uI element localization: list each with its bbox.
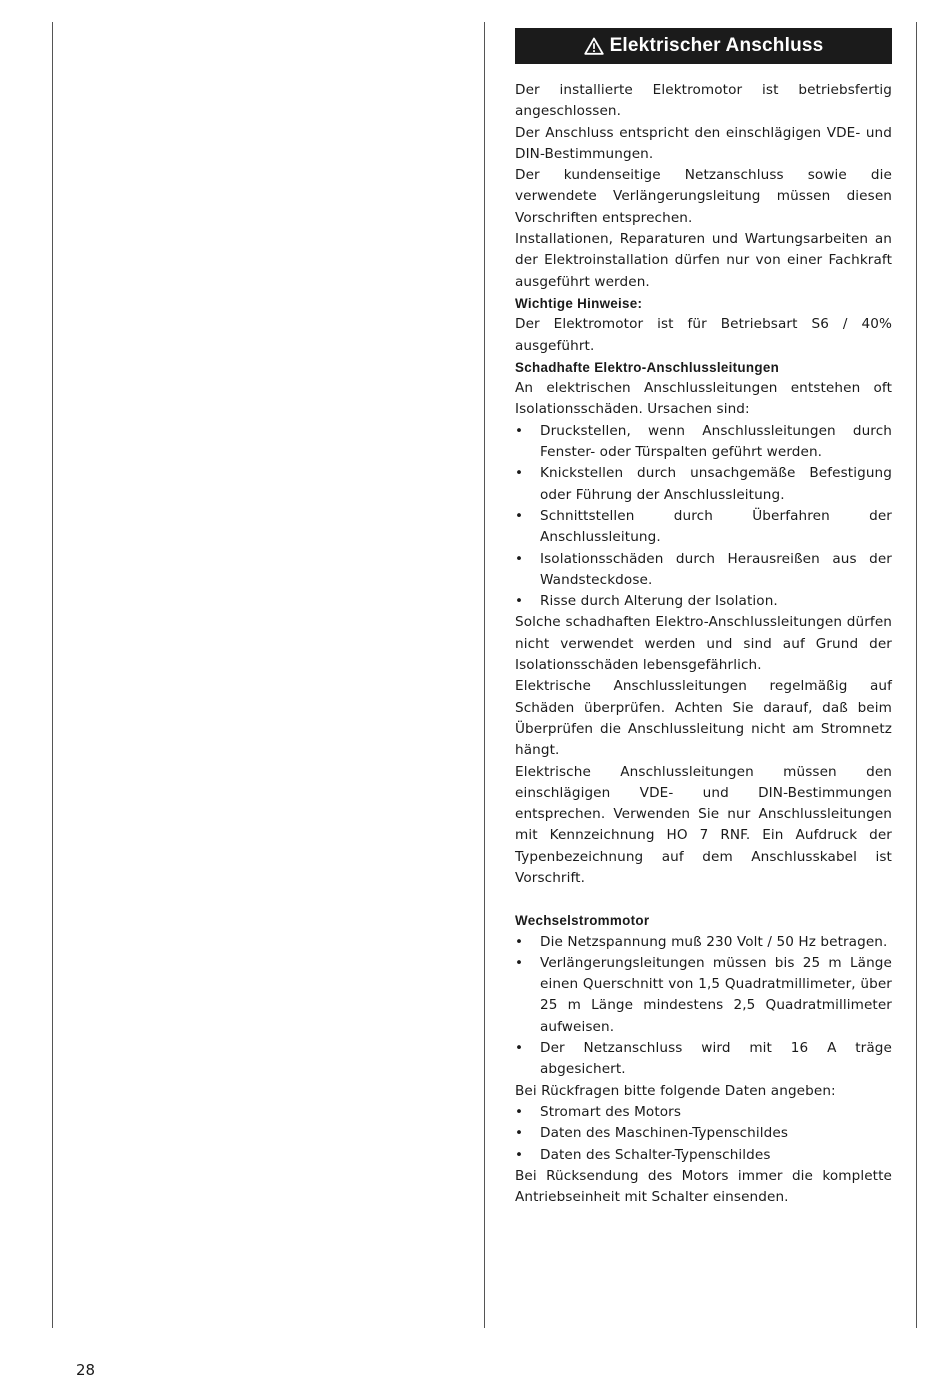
list-item: • Stromart des Motors [515, 1102, 892, 1123]
schadhaft-paragraph: Elektrische Anschlussleitungen regelmäßig auf Schäden überprüfen. Achten Sie darauf, daß beim Überprüfen die Anschlussleitung nicht am Stromnetz hängt. [515, 678, 892, 759]
list-item: • Isolationsschäden durch Herausreißen aus der Wandsteckdose. [515, 550, 892, 588]
warning-triangle-icon [584, 37, 604, 55]
schadhaft-causes-list [515, 421, 892, 613]
center-divider-line [484, 22, 485, 1328]
page-number: 28 [76, 1361, 96, 1379]
list-item: • Daten des Schalter-Typenschildes [515, 1145, 892, 1166]
intro-paragraph: Der installierte Elektromotor ist betriebsfertig angeschlossen. [515, 82, 892, 120]
list-item: • Schnittstellen durch Überfahren der Anschlussleitung. [515, 507, 892, 546]
bullet-glyph: • [515, 1125, 524, 1142]
left-border-line [52, 22, 53, 1328]
bullet-glyph: • [515, 593, 524, 610]
intro-paragraph: Installationen, Reparaturen und Wartungsarbeiten an der Elektroinstallation dürfen nur von einer Fachkraft ausgeführt werden. [515, 231, 892, 290]
right-border-line [916, 22, 917, 1328]
schadhaft-intro: An elektrischen Anschlussleitungen entstehen oft Isolationsschäden. Ursachen sind: [515, 380, 892, 418]
list-item: • Daten des Maschinen-Typenschildes [515, 1123, 892, 1144]
list-item: • Die Netzspannung muß 230 Volt / 50 Hz betragen. [515, 932, 892, 953]
rueckfragen-text: Bei Rückfragen bitte folgende Daten angeben: [515, 1082, 836, 1099]
hinweise-heading: Wichtige Hinweise: [515, 295, 643, 311]
schadhaft-paragraph: Elektrische Anschlussleitungen müssen den einschlägigen VDE- und DIN-Bestimmungen entsprechen. Verwenden Sie nur Anschlussleitungen mit Kennzeichnung HO 7 RNF. Ein Aufdruck der Typenbezeichnung auf dem Anschlusskabel ist Vorschrift. [515, 763, 892, 886]
intro-paragraph: Der Anschluss entspricht den einschlägigen VDE- und DIN-Bestimmungen. [515, 124, 892, 162]
content-column [515, 28, 892, 1208]
bullet-glyph: • [515, 1103, 524, 1120]
list-item: • Risse durch Alterung der Isolation. [515, 591, 892, 612]
bullet-glyph: • [515, 933, 524, 950]
bullet-glyph: • [515, 954, 524, 971]
bullet-glyph: • [515, 422, 524, 439]
bullet-glyph: • [515, 1040, 524, 1057]
section-header [515, 28, 892, 64]
ruecksendung-text: Bei Rücksendung des Motors immer die komplette Antriebseinheit mit Schalter einsenden. [515, 1167, 892, 1206]
rueckfragen-data-list [515, 1102, 892, 1166]
schadhaft-heading: Schadhafte Elektro-Anschlussleitungen [515, 359, 780, 375]
bullet-glyph: • [515, 1146, 524, 1163]
hinweise-text: Der Elektromotor ist für Betriebsart S6 / 40% ausgeführt. [515, 316, 892, 354]
list-item: • Verlängerungsleitungen müssen bis 25 m Länge einen Querschnitt von 1,5 Quadratmillimeter, über 25 m Länge mindestens 2,5 Quadratmillimeter aufweisen. [515, 954, 892, 1035]
intro-paragraph: Der kundenseitige Netzanschluss sowie die verwendete Verlängerungsleitung müssen diesen Vorschriften entsprechen. [515, 167, 892, 226]
spacer [515, 889, 892, 910]
schadhaft-paragraph: Solche schadhaften Elektro-Anschlussleitungen dürfen nicht verwendet werden und sind auf Grund der Isolationsschäden lebensgefährlich. [515, 614, 892, 674]
list-item: • Knickstellen durch unsachgemäße Befestigung oder Führung der Anschlussleitung. [515, 465, 892, 503]
list-item: • Der Netzanschluss wird mit 16 A träge abgesichert. [515, 1040, 892, 1078]
bullet-glyph: • [515, 465, 524, 482]
bullet-glyph: • [515, 507, 524, 524]
wechsel-heading: Wechselstrommotor [515, 913, 650, 929]
section-title: Elektrischer Anschluss [609, 35, 824, 57]
list-item: • Druckstellen, wenn Anschlussleitungen durch Fenster- oder Türspalten geführt werden. [515, 422, 892, 461]
wechsel-requirements-list [515, 932, 892, 1081]
bullet-glyph: • [515, 550, 524, 567]
